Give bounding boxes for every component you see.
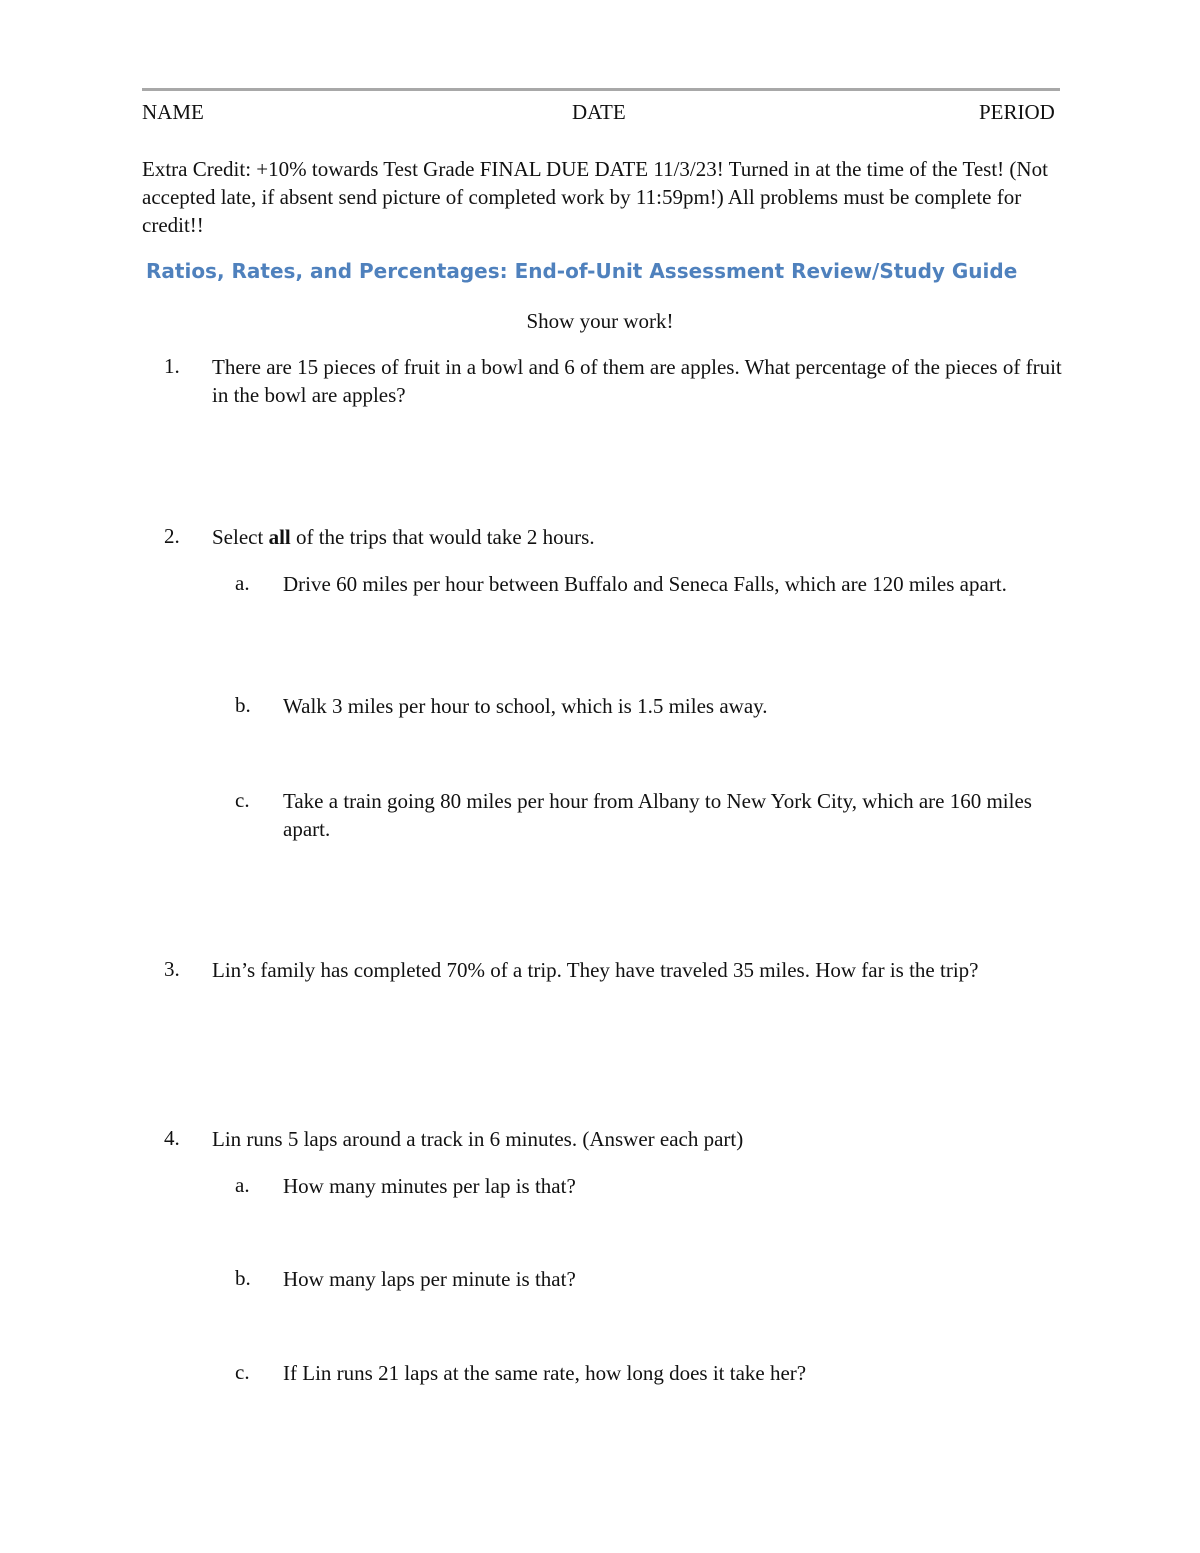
question-4c-label: c. bbox=[235, 1360, 250, 1384]
name-label: NAME bbox=[142, 100, 204, 124]
page-title: Ratios, Rates, and Percentages: End-of-Unit Assessment Review/Study Guide bbox=[146, 259, 1018, 283]
question-4a-text: How many minutes per lap is that? bbox=[283, 1174, 576, 1198]
question-4a-label: a. bbox=[235, 1173, 250, 1197]
question-2c-label: c. bbox=[235, 788, 250, 812]
question-2-text-before: Select bbox=[212, 525, 269, 549]
date-label: DATE bbox=[572, 100, 626, 124]
question-2-text-after: of the trips that would take 2 hours. bbox=[290, 525, 595, 549]
question-2-text-bold: all bbox=[268, 525, 291, 549]
question-4b-label: b. bbox=[235, 1266, 251, 1290]
question-1-text: There are 15 pieces of fruit in a bowl and 6 of them are apples. What percentage of the pieces of fruit in the bowl are apples? bbox=[212, 355, 1062, 407]
question-2b-text: Walk 3 miles per hour to school, which is 1.5 miles away. bbox=[283, 694, 768, 718]
header-rule bbox=[142, 88, 1060, 91]
question-4-text: Lin runs 5 laps around a track in 6 minutes. (Answer each part) bbox=[212, 1127, 744, 1151]
question-2a-text: Drive 60 miles per hour between Buffalo and Seneca Falls, which are 120 miles apart. bbox=[283, 572, 1007, 596]
question-4-number: 4. bbox=[164, 1126, 180, 1150]
question-2-number: 2. bbox=[164, 524, 180, 548]
instruction: Show your work! bbox=[526, 309, 674, 333]
question-2a-label: a. bbox=[235, 571, 250, 595]
question-3-number: 3. bbox=[164, 957, 180, 981]
question-4c-text: If Lin runs 21 laps at the same rate, how long does it take her? bbox=[283, 1361, 807, 1385]
extra-credit-note: Extra Credit: +10% towards Test Grade FINAL DUE DATE 11/3/23! Turned in at the time of the Test! (Not accepted late, if absent send picture of completed work by 11:59pm!) All problems must be complete for credit!! bbox=[142, 157, 1048, 237]
question-2c-text: Take a train going 80 miles per hour from Albany to New York City, which are 160 miles apart. bbox=[283, 789, 1032, 841]
question-4b-text: How many laps per minute is that? bbox=[283, 1267, 576, 1291]
question-1-number: 1. bbox=[164, 354, 180, 378]
question-2-text bbox=[212, 523, 1067, 551]
question-3-text: Lin’s family has completed 70% of a trip. They have traveled 35 miles. How far is the trip? bbox=[212, 958, 979, 982]
period-label: PERIOD bbox=[979, 100, 1055, 124]
question-2b-label: b. bbox=[235, 693, 251, 717]
